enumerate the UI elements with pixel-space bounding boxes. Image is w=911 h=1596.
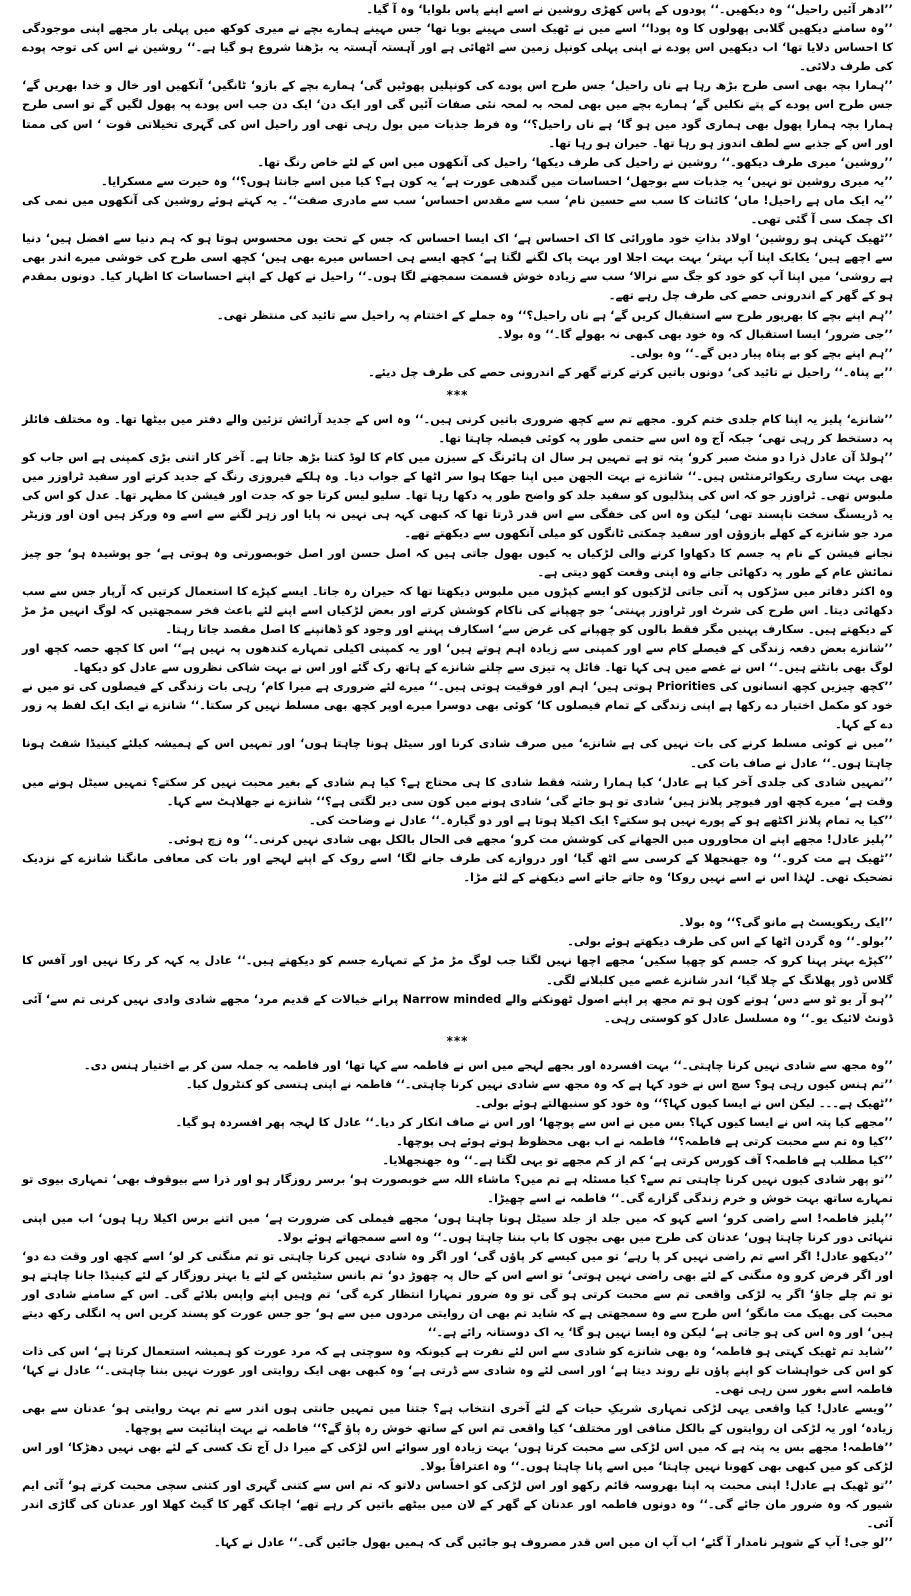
story-paragraph: ’’ٹھیک ہے۔۔۔ لیکن اس نے ایسا کیوں کہا؟‘‘ وہ خود کو سنبھالتے ہوئے بولی۔: [474, 1095, 893, 1110]
story-paragraph: ’’تو پھر شادی کیوں نہیں کرنا چاہتی تم سے؟ کیا مسئلہ ہے تم میں؟ ماشاء اللہ سے خوبصورت ہو‘ برسر روزگار ہو اور ذرا سے بیوقوف بھی‘ تمہاری بیوی تو تمہارے ساتھ بہت خوش و خرم زندگی گزارے گی۔‘‘ فاطمہ نے اسے چھیڑا۔: [22, 1172, 893, 1206]
story-paragraph: ’’مجھے کیا پتہ اس نے ایسا کیوں کہا؟ بس میں نے اس سے پوچھا‘ اور اس نے صاف انکار کر دیا۔‘‘ عادل کا لہجہ پھر افسردہ ہو گیا۔: [175, 1115, 893, 1130]
story-paragraph: ’’ہولڈ آن عادل ذرا دو منٹ صبر کرو‘ پتہ تو ہے تمہیں ہر سال ان ہائرنگ کے سیزن میں کام کا لوڈ کتنا بڑھ جاتا ہے۔ آخر کار اتنی بڑی کمپنی ہے اس جاب کو بھی بہت ساری ریکوائرمنٹس ہیں۔‘‘ شانزے نے بہت الجھن میں اپنا جھکا ہوا سر اٹھا کے جواب دیا۔ وہ ہلکے فیروزی رنگ کے جدید کرتے اور سفید ٹراوزر میں ملبوس تھی۔ ٹراوزر جو کہ اس کی پنڈلیوں کو سفید جلد کو واضح طور پہ دکھا رہا تھا۔ سلیو لیس کرتا جو کہ جدت اور فیشن کا مظہر تھا۔ عدل کو اس کی یہ ڈریسنگ سخت ناپسند تھی‘ لیکن وہ اس کی خفگی سے اس قدر ڈرتا تھا کہ کبھی کہہ ہی نہیں نہ پایا اور زہر لگنے سے اسے وہ ورکز ہیں اون اور وزیٹر مرد جو شانزے کے کھلے بازوؤں اور سفید چمکتی ٹانگوں کو میلی آنکھوں سے دیکھتے تھے۔: [22, 450, 893, 541]
story-paragraph: ’’ویسے عادل! کیا واقعی یہی لڑکی تمہاری شریکِ حیات کے لئے آخری انتخاب ہے؟ جتنا میں تمہیں جانتی ہوں اندر سے تم بہت روایتی ہو‘ عدنان سے بھی زیادہ‘ اور یہ لڑکی ان روایتوں کے بالکل منافی اور مختلف‘ کیا واقعی تم اس کے ساتھ خوش رہ پاؤ گے؟‘‘ فاطمہ نے بہت اپنائیت سے پوچھا۔: [22, 1401, 893, 1435]
story-paragraph: ’’ہمارا بچہ بھی اسی طرح بڑھ رہا ہے ناں راحیل‘ جس طرح اس پودے کی کونپلیں پھوٹیں گی‘ ہمارے بچے کے بازو‘ ٹانگیں‘ آنکھیں اور خال و خدا بھریں گے‘ جس طرح اس پودے کے پتے نکلیں گے‘ ہمارے بچے میں بھی لمحہ بہ لمحہ نئی صفات آئیں گی اور ایک دن‘ ایک دن جب اس پودے پہ پھول لگیں گے تو اسی طرح ہمارا بچہ ہمارا پھول بھی ہماری گود میں ہو گا‘ ہے ناں راحیل؟‘‘ وہ فرط جذبات میں بول رہی تھی اور راحیل اس کی گہری تخیلاتی قوت ‘ اس کی ممتا اور اس کے جذبے سے لطف اندوز ہو رہا تھا۔ حیران ہو رہا تھا۔: [22, 78, 893, 150]
story-paragraph: نجانے فیشن کے نام پہ جسم کا دکھاوا کرنے والی لڑکیاں یہ کیوں بھول جاتی ہیں کہ اصل حسن اور اصل خوبصورتی وہ ہوتی ہے‘ جو پوشیدہ ہو‘ جو چیز نمائش عام کے طور پہ دکھائی جانے وہ اپنی وقعت کھو دیتی ہے۔: [22, 545, 893, 579]
story-paragraph: ’’ایک ریکویسٹ ہے مانو گی؟‘‘ وہ بولا۔: [678, 915, 893, 930]
story-paragraph: ’’جی ضرور‘ ایسا استقبال کہ وہ خود بھی کبھی نہ بھولے گا۔‘‘ وہ بولا۔: [496, 326, 893, 341]
story-section: [22, 1056, 893, 1552]
story-paragraph: ’’ٹھیک ہے مت کرو۔‘‘ وہ جھنجھلا کے کرسی سے اٹھ گیا‘ اور دروازے کی طرف جانے لگا‘ اسے روک کے اپنے لہجے اور بات کی معافی مانگنا شانزے کے نزدیک تضحیک تھی۔ لہٰذا اس نے اسے نہیں روکا‘ وہ جاتے جاتے اسے دیکھنے کے لئے مڑا۔: [22, 851, 893, 885]
story-paragraph: ’’شاید تم ٹھیک کہتی ہو فاطمہ‘ وہ بھی شانزے کو شادی سے اس لئے نفرت ہے کیونکہ وہ سوچتی ہے کہ مرد عورت کو ہمیشہ استعمال کرتا ہے‘ اس کی ذات کو اس کی خواہشات کو اپنے پاؤں تلے روند دیتا ہے‘ اور اسی لئے وہ شادی سے ڈرتی ہے‘ وہ کبھی بھی ایک روایتی اور عورت نہیں بننا چاہتی۔‘‘ عادل نے کہا‘ فاطمہ اسے بغور سن رہی تھی۔: [22, 1344, 893, 1397]
story-paragraph: ’’بولو۔‘‘ وہ گردن اٹھا کے اس کی طرف دیکھتے ہوئے بولی۔: [567, 934, 893, 949]
story-paragraph: ’’بے پناہ۔‘‘ راحیل نے تائید کی‘ دونوں باتیں کرتے کرتے گھر کے اندرونی حصے کی طرف چل دیئے۔: [368, 364, 893, 379]
story-paragraph: ’’کیا مطلب ہے فاطمہ؟ آف کورس کرتی ہے‘ کم از کم مجھے تو یہی لگتا ہے۔‘‘ وہ جھنجھلایا۔: [382, 1153, 893, 1168]
story-paragraph: ’’دیکھو عادل! اگر اسے تم راضی نہیں کر پا رہے‘ تو میں کیسے کر پاؤں گی‘ اور اگر وہ شادی نہیں کرنا چاہتی تو تم منگنی کر لو‘ اسے کچھ اور وقت دے دو‘ اور اگر فرض کرو وہ منگنی کے لئے بھی راضی نہیں ہوتی‘ تو اسے اس کے حال پہ چھوڑ دو‘ تم بانس سٹیٹس کے لئے یا بہتر روزگار کے لئے کینیڈا جانا چاہتے ہو تو تم چلے جاؤ‘ اگر یہ لڑکی واقعی تم سے محبت کرتی ہو گی تو وہ ضرور تمہارا انتظار کرے گی‘ تم وہیں اپنے واپس بلائے گی۔ اس کے سامنے شادی اور محبت کی بھیک مت مانگو‘ اس طرح سے وہ سمجھتی ہے کہ شاید تم بھی ان روایتی مردوں میں سے ہو‘ جو جس عورت کو پسند کریں اس پہ انگلی رکھ دیتے ہیں‘ اور وہ اس کی ہو جاتی ہے‘ لیکن وہ ایسا نہیں ہو گا‘ یہ اک دوستانہ رائے ہے۔‘‘: [22, 1248, 893, 1340]
story-paragraph: وہ اکثر دفاتر میں سڑکوں پہ آتی جاتی لڑکیوں کو ایسے کپڑوں میں ملبوس دیکھتا تھا کہ حیران رہ جاتا۔ ایسے کپڑے کا استعمال کرتیں کہ آرپار جس سے سب دکھائی دیتا۔ اس طرح کی شرٹ اور ٹراوزر پہنتی‘ جو چھپانے کی ناکام کوشش کرتے اور بعض لڑکیاں اسے اپنے لئے باعث فخر سمجھتیں کہ لوگ انہیں مڑ مڑ کے دیکھتے ہیں۔ سکارف پہنیں مگر فقط بالوں کو چھپانے کی غرض سے‘ اسکارف پہننے اور وجود کو ڈھانپنے کا اصل مقصد جاتا رہتا۔: [22, 583, 893, 636]
story-section: [22, 410, 893, 887]
section-gap: [22, 887, 893, 913]
story-paragraph: ’’فاطمہ! مجھے بس یہ پتہ ہے کہ میں اس لڑکی سے محبت کرتا ہوں‘ بہت زیادہ اور سوائے اس لڑکی کے میرا دل آج تک کسی کے لئے بھی نہیں دھڑکا‘ اور اس لڑکی کو میں کبھی بھی کھونا نہیں چاہتا‘ میں اسے پانا چاہتا ہوں۔‘‘ وہ اعترافاً بولا۔: [22, 1439, 893, 1473]
story-paragraph: ’’ادھر آئیں راحیل‘‘ وہ دیکھیں۔‘‘ پودوں کے پاس کھڑی روشین نے اسے اپنے پاس بلوایا‘ وہ آ گیا۔: [366, 2, 893, 16]
story-paragraph: ’’تو ٹھیک ہے عادل! اپنی محبت پہ اپنا بھروسہ قائم رکھو اور اس لڑکی کو احساس دلاتو کہ تم اس سے کتنی گہری اور کتنی سچی محبت کرتے ہو‘ آئی ایم شیور کہ وہ ضرور مان جائے گی۔‘‘ وہ دونوں فاطمہ اور عدنان کے گھر کے لان میں بیٹھے باتیں کر رہے تھے‘ اچانک گھر کا گیٹ کھلا اور عدنان کی گاڑی اندر آئی۔: [22, 1477, 893, 1531]
story-section: [22, 913, 893, 1028]
story-paragraph: ’’پلیز عادل! مجھے اپنے ان محاوروں میں الجھانے کی کوشش مت کرو‘ مجھے فی الحال بالکل بھی شادی نہیں کرنی۔‘‘ وہ زچ ہوئی۔: [167, 831, 893, 846]
story-paragraph: ’’ہم اپنے بچے کا بھرپور طرح سے استقبال کریں گے‘ ہے ناں راحیل؟‘‘ وہ جملے کے اختتام پہ راحیل سے تائید کی منتظر تھی۔: [216, 307, 893, 322]
story-paragraph: ’’شانزے بعض دفعہ زندگی کے فیصلے کام سے اور کمپنی سے زیادہ اہم ہوتے ہیں‘ اور یہ کمپنی اکیلی تمہارے کندھوں پہ نہیں ہے‘‘ اس کا کچھ حصہ کچھ اور لوگ بھی بانٹتے ہیں۔‘‘ اس نے غصے میں ہی کہا تھا۔ فائل پہ تیزی سے چلتے شانزے کے ہاتھ رک گئے اور اس نے بہت شاکی نظروں سے عادل کو دیکھا۔: [22, 641, 893, 675]
story-paragraph: ’’تمہیں شادی کی جلدی آخر کیا ہے عادل‘ کیا ہمارا رشتہ فقط شادی کا ہی محتاج ہے؟ کیا ہم شادی کے بغیر محبت نہیں کر سکتے؟ تمہیں سیٹل ہونے میں وقت ہے‘ میرے کچھ اور فیوچر پلانز ہیں‘ شادی تو ہو جائے گی‘ شادی ہونے میں کون سی دیر لگتی ہے؟‘‘ شانزے نے جھلاہٹ سے کہا۔: [22, 774, 893, 808]
story-paragraph: ’’ٹھیک کہتی ہو روشین‘ اولاد بذاتِ خود ماورائی کا اک احساس ہے‘ اک ایسا احساس کہ جس کے تحت یوں محسوس ہوتا ہو کہ ہم دنیا سے افضل ہیں‘ دنیا سے اچھے ہیں‘ یکایک اپنا آپ بہتر‘ بہت بہت اجلا اور بہت پاک لگنے لگتا ہے‘ کچھ ایسے ہی احساس میرے بھی ہیں‘ کچھ اسی طرح کی خوشی میرے اندر بھی ہے روشی‘ میں اپنا آپ کو خود کو جگ سے نرالا‘ سب سے زیادہ خوش قسمت سمجھنے لگا ہوں۔‘‘ راحیل نے کھل کے اپنے احساسات کا اظہار کیا۔ دونوں بمقدم ہو کے گھر کے اندرونی حصے کی طرف چل رہے تھے۔: [22, 231, 893, 303]
story-paragraph: ’’یہ میری روشین تو نہیں‘ یہ جذبات سے بوجھل‘ احساسات میں گندھی عورت ہے‘ یہ کون ہے؟ کیا میں اسے جانتا ہوں؟‘‘ وہ حیرت سے مسکرایا۔: [101, 173, 893, 188]
story-paragraph: ’’پلیز فاطمہ! اسے راضی کرو‘ اسے کہو کہ میں جلد از جلد سیٹل ہونا چاہتا ہوں‘ مجھے فیملی کی ضرورت ہے‘ میں اتنے برس اکیلا رہا ہوں‘ اب میں اپنی تنہائی دور کرنا چاہتا ہوں‘ عدنان کی طرح میں بھی بچوں کا باپ بننا چاہتا ہوں۔‘‘ وہ اسے سمجھاتے ہوئے بولا۔: [22, 1210, 893, 1244]
story-paragraph: ’’یہ ایک ماں ہے راحیل! ماں‘ کائنات کا سب سے حسین نام‘ سب سے مقدس احساس‘ سب سے مادری صفت‘‘۔ یہ کہتے ہوئے روشین کی آنکھوں میں نمی کی اک چمک سی آ گئی تھی۔: [22, 192, 893, 227]
story-paragraph: ’’تم ہنس کیوں رہی ہو؟ سچ اس نے خود کہا ہے کہ وہ مجھ سے شادی نہیں کرنا چاہتی۔‘‘ فاطمہ نے اپنی ہنسی کو کنٹرول کیا۔: [185, 1076, 893, 1091]
story-paragraph: ’’ہو آر یو ٹو سے دس‘ ہوتے کون ہو تم مجھ پر اپنے اصول ٹھونکنے والے Narrow minded پرانے خیالات کے قدیم مرد‘ مجھے شادی وادی نہیں کرنی تم سے‘ آئی ڈونٹ لائیک یو۔‘‘ وہ مسلسل عادل کو کوستی رہی۔: [22, 991, 893, 1025]
story-paragraph: ’’شانزے‘ پلیز یہ اپنا کام جلدی ختم کرو۔ مجھے تم سے کچھ ضروری باتیں کرنی ہیں۔‘‘ وہ اس کے جدید آرائش تزئین والے دفتر میں بیٹھا تھا۔ وہ مختلف فائلز پہ دستخط کر رہی تھی‘ جبکہ آج وہ اس سے حتمی طور پہ کوئی فیصلہ چاہتا تھا۔: [22, 411, 893, 445]
story-paragraph: ’’ہم اپنے بچے کو بے پناہ پیار دیں گے۔‘‘ وہ بولی۔: [629, 345, 893, 360]
story-paragraph: ’’میں نے کوئی مسلط کرنے کی بات نہیں کی ہے شانزے‘ میں صرف شادی کرنا اور سیٹل ہونا چاہتا ہوں‘ اور تمہیں اس کے ہمیشہ کیلئے کینیڈا شفٹ ہونا چاہتا ہوں۔‘‘ عادل نے صاف بات کی۔: [22, 736, 893, 770]
story-paragraph: ’’کیا وہ تم سے محبت کرتی ہے فاطمہ؟‘‘ فاطمہ نے اب بھی محظوظ ہوتے ہوئے ہی پوچھا۔: [396, 1134, 893, 1149]
story-paragraph: ’’کپڑے بہتر پہنا کرو کہ جسم کو چھپا سکیں‘ مجھے اچھا نہیں لگتا جب لوگ مڑ مڑ کے تمہارے جسم کو دیکھتے ہیں۔‘‘ عادل یہ کہہ کر رکا نہیں اور آفس کا گلاس ڈور پھلانگ کے چلا گیا‘ اندر شانزے غصے میں کلبلانے لگی۔: [22, 953, 893, 987]
story-paragraph: ’’لو جی! آپ کے شوہر نامدار آ گئے‘ اب آپ ان میں اس قدر مصروف ہو جائیں گی کہ ہمیں بھول جائیں گی۔‘‘ عادل نے کہا۔: [214, 1535, 893, 1550]
story-paragraph: ’’وہ مجھ سے شادی نہیں کرنا چاہتی۔‘‘ بہت افسردہ اور بجھے لہجے میں اس نے فاطمہ سے کہا تھا‘ اور فاطمہ یہ جملہ سن کر بے اختیار ہنس دی۔: [83, 1057, 893, 1072]
story-paragraph: ’’روشین‘ میری طرف دیکھو۔‘‘ روشین نے راحیل کی طرف دیکھا‘ راحیل کی آنکھوں میں اس کے لئے خاص رنگ تھا۔: [257, 154, 893, 169]
story-section: [22, 0, 893, 382]
section-separator: ***: [446, 387, 469, 402]
story-paragraph: ’’کچھ چیزیں کچھ انسانوں کی Priorities ہوتی ہیں‘ اہم اور فوقیت ہوتی ہیں۔‘‘ میرے لئے ضروری ہے میرا کام‘ رہی بات زندگی کے فیصلوں کی تو میں نے خود کو مکمل اختیار دے رکھا ہے اپنی زندگی کے تمام فیصلوں کا‘ کوئی بھی دوسرا میرے اوپر کچھ بھی مسلط نہیں کر سکتا۔‘‘ شانزے نے ایک ایک لفظ پہ زور دے کے کہا۔: [22, 679, 893, 732]
story-paragraph: ’’کیا یہ تمام پلانز اکٹھے ہو کے پورے نہیں ہو سکتے؟ ایک اکیلا ہوتا ہے اور دو گیارہ۔‘‘ عادل نے وضاحت کی۔: [309, 812, 893, 827]
section-separator: ***: [446, 1033, 469, 1048]
story-paragraph: ’’وہ سامنے دیکھیں گلابی پھولوں کا وہ پودا‘‘ اسے میں نے ٹھیک اسی مہینے بویا تھا‘ جس مہینے ہمارے بچے نے میری کوکھ میں پہلی بار مجھے اپنی موجودگی کا احساس دلایا تھا‘ اب دیکھیں اس پودے نے اپنی پہلی کونپل زمین سے اٹھائی ہے اور آہستہ آہستہ یہ بڑھنا شروع ہو گیا ہے۔‘‘ روشین نے اس کی توجہ پودے کی طرف دلائی۔: [22, 21, 893, 74]
